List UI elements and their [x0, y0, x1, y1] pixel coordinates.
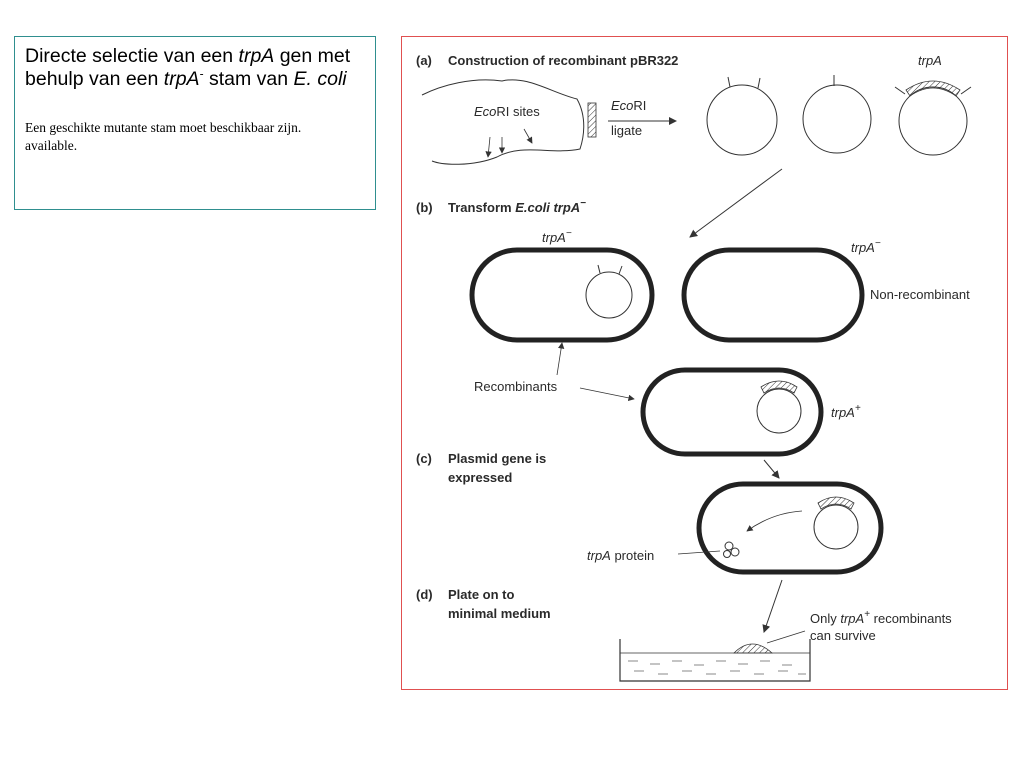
trpA-top-label: trpA	[918, 53, 942, 68]
protein-arrow	[747, 511, 802, 531]
heading-superscript: -	[199, 66, 204, 81]
heading-gene-2: trpA	[163, 68, 200, 90]
cell-2-genotype: trpA−	[851, 238, 881, 255]
only-survive-label: Only trpA+ recombinants	[810, 609, 952, 626]
heading-gene-1: trpA	[238, 45, 275, 67]
protein-pointer	[678, 551, 720, 554]
section-b-title: Transform E.coli trpA−	[448, 198, 587, 215]
cell-1-genotype: trpA−	[542, 228, 572, 245]
medium-texture	[628, 661, 806, 674]
diagram-svg	[402, 37, 1007, 689]
cell-recombinant-2	[643, 370, 821, 454]
dna-fragment	[422, 80, 584, 164]
plasmid-3-site-a	[895, 87, 905, 94]
recombinants-arrow-up	[557, 343, 562, 375]
heading-text-3: stam van	[203, 68, 294, 90]
plasmid-circle-1	[707, 85, 777, 155]
plasmid-3-site-b	[961, 87, 971, 94]
section-d-line-2: minimal medium	[448, 606, 551, 621]
note-line-1: Een geschikte mutante stam moet beschikbaar zijn.	[25, 120, 302, 135]
dna-insert-hatch	[588, 103, 596, 137]
ligate-label: ligate	[611, 123, 643, 138]
cell-non-recombinant	[684, 250, 862, 340]
section-c-line-2: expressed	[448, 470, 513, 485]
note-line-2: available.	[25, 138, 78, 153]
section-b-letter: (b)	[416, 200, 433, 215]
expression-arrow	[764, 460, 779, 478]
non-recombinant-label: Non-recombinant	[870, 287, 970, 302]
section-c-letter: (c)	[416, 451, 432, 466]
cell-1-plasmid	[586, 272, 632, 318]
protein-blob-2	[731, 548, 739, 556]
cell-3-plasmid	[757, 389, 801, 433]
cell-1-plasmid-site-b	[619, 266, 622, 274]
colony-pointer	[767, 631, 805, 643]
ecori-sites-label: EcoRI sites	[474, 104, 540, 119]
heading-text-1: Directe selectie van een	[25, 45, 239, 67]
plasmid-circle-recombinant	[899, 87, 967, 155]
heading-text-2: gen met behulp van een	[25, 45, 351, 90]
plasmid-trpA-insert	[906, 81, 960, 96]
petri-dish	[620, 639, 810, 681]
cell-3-plasmid-insert	[761, 381, 797, 393]
ecori-site-arrow-3	[524, 129, 532, 143]
colony	[734, 644, 772, 653]
cell-4-plasmid-insert	[818, 497, 854, 509]
plasmid-circle-2	[803, 85, 871, 153]
section-a-title: Construction of recombinant pBR322	[448, 53, 679, 68]
slide-text-box	[14, 36, 376, 210]
cell-recombinant-1	[472, 250, 652, 340]
section-d-letter: (d)	[416, 587, 433, 602]
can-survive-label: can survive	[810, 628, 876, 643]
recombinants-arrow-right	[580, 388, 634, 399]
slide-heading	[25, 45, 365, 91]
trpA-plus-label: trpA+	[831, 403, 861, 420]
protein-blob-3	[724, 551, 731, 558]
plating-arrow	[764, 580, 782, 632]
transform-arrow	[690, 169, 782, 237]
diagram-figure	[401, 36, 1008, 690]
protein-label: trpA protein	[587, 548, 655, 563]
section-d-line-1: Plate on to	[448, 587, 515, 602]
recombinants-label: Recombinants	[474, 379, 558, 394]
section-c-line-1: Plasmid gene is	[448, 451, 547, 466]
cell-expressing	[699, 484, 881, 572]
heading-species: E. coli	[293, 68, 347, 90]
plasmid-1-site-a	[728, 77, 730, 87]
ecori-site-arrow-1	[488, 137, 490, 157]
slide-note	[25, 119, 365, 155]
cell-4-plasmid	[814, 505, 858, 549]
section-a-letter: (a)	[416, 53, 432, 68]
plasmid-1-site-b	[758, 78, 760, 88]
protein-blob-1	[725, 542, 733, 550]
ecori-label: EcoRI	[611, 98, 647, 113]
cell-1-plasmid-site-a	[598, 265, 600, 273]
